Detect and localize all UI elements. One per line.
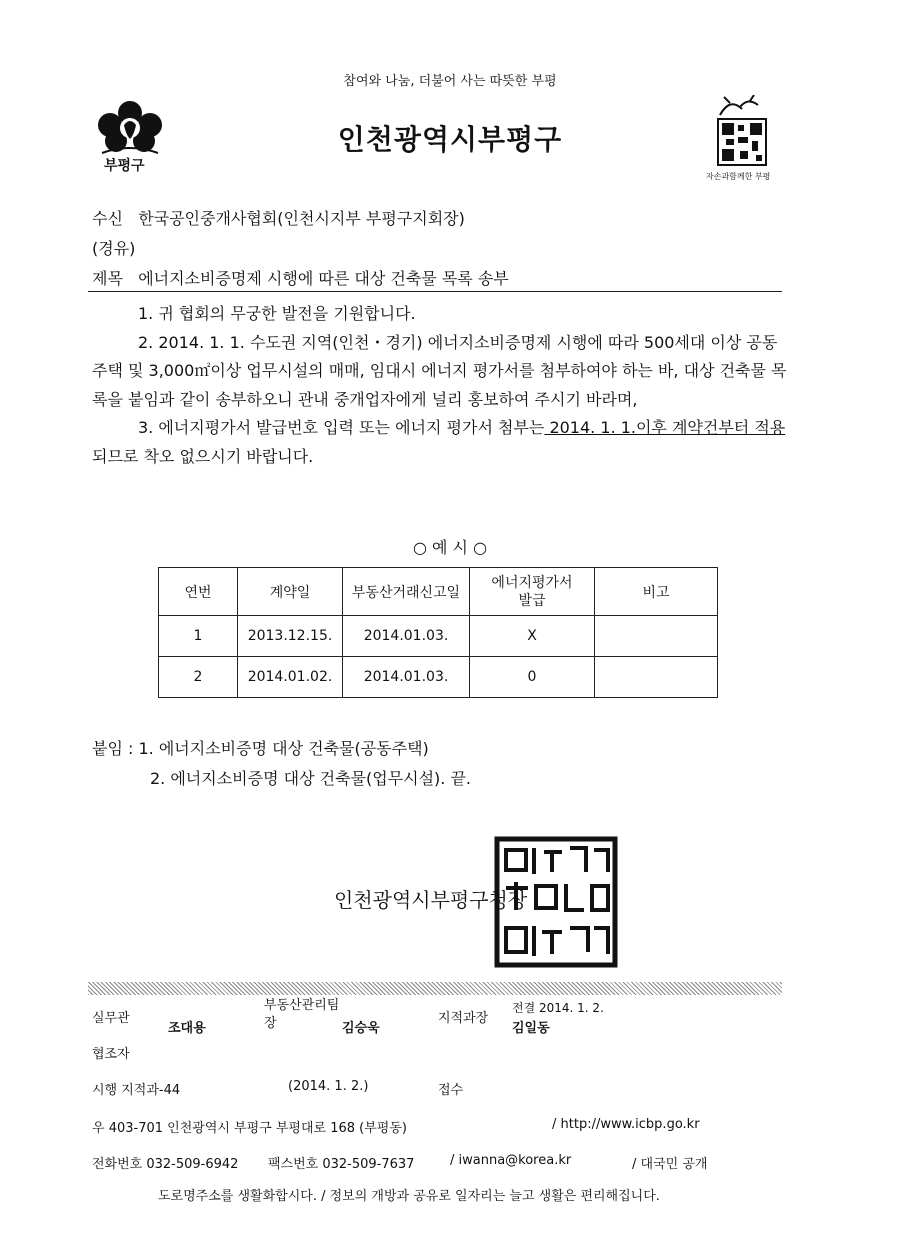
table-row — [159, 657, 718, 698]
email-address[interactable]: / iwanna@korea.kr — [450, 1153, 572, 1168]
disclosure-status: / 대국민 공개 — [632, 1157, 708, 1172]
table-row — [159, 616, 718, 657]
col-header-report-date: 부동산거래신고일 — [343, 568, 470, 616]
table-cell — [595, 657, 718, 698]
document-body — [92, 300, 792, 471]
example-title: ○ 예 시 ○ — [412, 538, 488, 557]
attachment-item-2: 2. 에너지소비증명 대상 건축물(업무시설). 끝. — [150, 769, 472, 788]
team-name: 김승욱 — [342, 1021, 380, 1036]
sender-name: 인천광역시부평구청장 — [334, 888, 528, 912]
subject-value: 에너지소비증명제 시행에 따른 대상 건축물 목록 송부 — [138, 269, 509, 288]
recipient-value: 한국공인중개사협회(인천시지부 부평구지회장) — [138, 209, 465, 228]
enforcement-number: 시행 지적과-44 — [92, 1083, 181, 1098]
subject-label: 제목 — [92, 269, 123, 288]
table-cell: 2013.12.15. — [238, 616, 343, 657]
slogan: 참여와 나눔, 더불어 사는 따뜻한 부평 — [343, 74, 557, 89]
worker-label: 실무관 — [92, 1011, 130, 1026]
table-cell: 1 — [159, 616, 238, 657]
receipt-label: 접수 — [438, 1083, 464, 1098]
campaign-slogan: 도로명주소를 생활화합시다. / 정보의 개방과 공유로 일자리는 늘고 생활은 편리해집니다. — [158, 1189, 660, 1204]
paragraph-3-end: 되므로 착오 없으시기 바랍니다. — [92, 446, 314, 466]
table-cell: 2014.01.03. — [343, 616, 470, 657]
table-cell: X — [470, 616, 595, 657]
paragraph-3 — [92, 414, 792, 471]
col-header-number: 연번 — [159, 568, 238, 616]
director-name: 김일동 — [512, 1021, 550, 1036]
subject-line — [92, 266, 509, 289]
subject-divider — [88, 291, 782, 292]
fax-number: 팩스번호 032-509-7637 — [268, 1157, 415, 1172]
footer-divider — [88, 982, 782, 995]
worker-name: 조대용 — [168, 1021, 206, 1036]
table-cell: 2 — [159, 657, 238, 698]
cooperator-label: 협조자 — [92, 1047, 130, 1062]
paragraph-1: 1. 귀 협회의 무궁한 발전을 기원합니다. — [138, 304, 416, 323]
campaign-caption: 자손과함께한 부평 — [706, 172, 771, 181]
example-table — [158, 567, 718, 698]
organization-title: 인천광역시부평구 — [337, 123, 563, 156]
table-cell: 2014.01.02. — [238, 657, 343, 698]
attachment-label: 붙임 : — [92, 739, 134, 758]
recipient-line — [92, 206, 465, 229]
paragraph-3-underlined: 2014. 1. 1.이후 계약건부터 적용 — [544, 418, 786, 437]
phone-number: 전화번호 032-509-6942 — [92, 1157, 239, 1172]
team-label: 부동산관리팀장 — [264, 998, 340, 1031]
col-header-energy-report: 에너지평가서 발급 — [470, 568, 595, 616]
website-link[interactable]: / http://www.icbp.go.kr — [552, 1117, 700, 1132]
table-cell: 0 — [470, 657, 595, 698]
qr-code-icon — [700, 95, 780, 169]
col-header-contract-date: 계약일 — [238, 568, 343, 616]
attachment-line-1 — [92, 736, 429, 759]
director-label: 지적과장 — [438, 1011, 489, 1026]
seal-stamp-icon — [494, 836, 618, 968]
approval-note: 전결 2014. 1. 2. — [512, 1001, 604, 1015]
recipient-label: 수신 — [92, 209, 123, 228]
qr-campaign-logo — [700, 95, 780, 181]
paragraph-3-start: 3. 에너지평가서 발급번호 입력 또는 에너지 평가서 첨부는 — [138, 418, 545, 437]
enforcement-date: (2014. 1. 2.) — [288, 1079, 369, 1094]
paragraph-2: 2. 2014. 1. 1. 수도권 지역(인천・경기) 에너지소비증명제 시행에 따라 500세대 이상 공동주택 및 3,000㎡이상 업무시설의 매매, 임대시 에너지 평가서를 첨부하여야 하는 바, 대상 건축물 목록을 붙임과 같이 송부하오니 관내 중개업자에게 널리 홍보하여 주시기 바라며, — [92, 332, 787, 409]
official-seal — [494, 836, 618, 968]
logo-caption: 부평구 — [104, 158, 145, 174]
table-cell — [595, 616, 718, 657]
table-header-row — [159, 568, 718, 616]
via-line: (경유) — [92, 239, 136, 258]
postal-address: 우 403-701 인천광역시 부평구 부평대로 168 (부평동) — [92, 1121, 407, 1136]
attachment-item-1: 1. 에너지소비증명 대상 건축물(공동주택) — [138, 739, 429, 758]
table-cell: 2014.01.03. — [343, 657, 470, 698]
col-header-remarks: 비고 — [595, 568, 718, 616]
